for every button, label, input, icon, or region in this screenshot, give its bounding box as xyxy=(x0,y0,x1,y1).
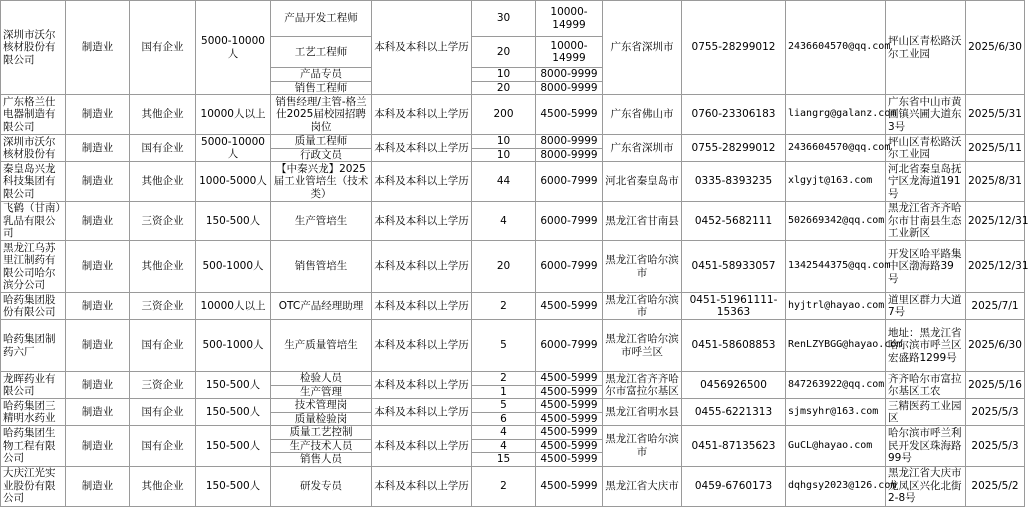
position-cell[interactable]: 质量工程师 xyxy=(271,135,372,149)
size-cell[interactable]: 500-1000人 xyxy=(196,320,271,372)
job-table-body xyxy=(1,1,1029,507)
table-row xyxy=(1,241,1025,293)
ownership-cell[interactable]: 其他企业 xyxy=(130,162,196,202)
industry-cell[interactable]: 制造业 xyxy=(66,1,130,95)
headcount-cell[interactable]: 30 xyxy=(472,1,536,37)
salary-cell[interactable]: 4500-5999 xyxy=(536,385,603,399)
education-cell[interactable]: 本科及本科以上学历 xyxy=(372,135,472,162)
position-cell[interactable]: OTC产品经理助理 xyxy=(271,293,372,320)
company-cell[interactable]: 深圳市沃尔核材股份有 xyxy=(1,135,66,162)
industry-cell[interactable]: 制造业 xyxy=(66,399,130,426)
ownership-cell[interactable]: 三资企业 xyxy=(130,202,196,241)
industry-cell[interactable]: 制造业 xyxy=(66,202,130,241)
phone-cell[interactable]: 0456926500 xyxy=(682,372,786,399)
ownership-cell[interactable]: 国有企业 xyxy=(130,135,196,162)
company-cell[interactable]: 哈药集团三精明水药业 xyxy=(1,399,66,426)
company-cell[interactable]: 黑龙江乌苏里江制药有限公司哈尔滨分公司 xyxy=(1,241,66,293)
table-row xyxy=(1,1,1025,37)
industry-cell[interactable]: 制造业 xyxy=(66,372,130,399)
headcount-cell[interactable]: 5 xyxy=(472,399,536,413)
headcount-cell[interactable]: 4 xyxy=(472,426,536,440)
deadline-cell[interactable]: 2025/8/31 xyxy=(966,162,1025,202)
deadline-cell[interactable]: 2025/5/11 xyxy=(966,135,1025,162)
salary-cell[interactable]: 4500-5999 xyxy=(536,372,603,386)
position-cell[interactable]: 工艺工程师 xyxy=(271,37,372,68)
email-cell[interactable]: GuCL@hayao.com xyxy=(786,426,886,467)
phone-cell[interactable]: 0455-6221313 xyxy=(682,399,786,426)
email-cell[interactable]: hyjtrl@hayao.com xyxy=(786,293,886,320)
company-cell[interactable]: 飞鹤（甘南）乳品有限公司 xyxy=(1,202,66,241)
position-cell[interactable]: 检验人员 xyxy=(271,372,372,386)
email-cell[interactable]: 2436604570@qq.com xyxy=(786,135,886,162)
education-cell[interactable]: 本科及本科以上学历 xyxy=(372,426,472,467)
ownership-cell[interactable]: 国有企业 xyxy=(130,320,196,372)
address-cell[interactable]: 哈尔滨市呼兰利民开发区珠海路99号 xyxy=(886,426,966,467)
deadline-cell[interactable]: 2025/6/30 xyxy=(966,320,1025,372)
table-row xyxy=(1,466,1025,506)
address-cell[interactable]: 开发区哈平路集中区渤海路39号 xyxy=(886,241,966,293)
industry-cell[interactable]: 制造业 xyxy=(66,95,130,135)
size-cell[interactable]: 150-500人 xyxy=(196,426,271,467)
company-cell[interactable]: 龙晖药业有限公司 xyxy=(1,372,66,399)
headcount-cell[interactable]: 10 xyxy=(472,68,536,82)
headcount-cell[interactable]: 200 xyxy=(472,95,536,135)
size-cell[interactable]: 150-500人 xyxy=(196,399,271,426)
headcount-cell[interactable]: 4 xyxy=(472,439,536,453)
salary-cell[interactable]: 4500-5999 xyxy=(536,412,603,426)
headcount-cell[interactable]: 2 xyxy=(472,372,536,386)
position-cell[interactable]: 生产质量管培生 xyxy=(271,320,372,372)
location-cell[interactable]: 广东省深圳市 xyxy=(603,135,682,162)
size-cell[interactable]: 150-500人 xyxy=(196,372,271,399)
salary-cell[interactable]: 4500-5999 xyxy=(536,399,603,413)
education-cell[interactable]: 本科及本科以上学历 xyxy=(372,372,472,399)
education-cell[interactable]: 本科及本科以上学历 xyxy=(372,1,472,95)
deadline-cell[interactable]: 2025/12/31 xyxy=(966,202,1025,241)
salary-cell[interactable]: 10000-14999 xyxy=(536,37,603,68)
salary-cell[interactable]: 6000-7999 xyxy=(536,241,603,293)
salary-cell[interactable]: 4500-5999 xyxy=(536,453,603,467)
address-cell[interactable]: 地址：黑龙江省哈尔滨市呼兰区宏盛路1299号 xyxy=(886,320,966,372)
salary-cell[interactable]: 10000-14999 xyxy=(536,1,603,37)
deadline-cell[interactable]: 2025/5/3 xyxy=(966,399,1025,426)
ownership-cell[interactable]: 国有企业 xyxy=(130,426,196,467)
position-cell[interactable]: 生产技术人员 xyxy=(271,439,372,453)
position-cell[interactable]: 【中秦兴龙】2025届工业管培生（技术类） xyxy=(271,162,372,202)
size-cell[interactable]: 5000-10000人 xyxy=(196,1,271,95)
salary-cell[interactable]: 8000-9999 xyxy=(536,68,603,82)
email-cell[interactable]: 502669342@qq.com xyxy=(786,202,886,241)
headcount-cell[interactable]: 5 xyxy=(472,320,536,372)
location-cell[interactable]: 河北省秦皇岛市 xyxy=(603,162,682,202)
phone-cell[interactable]: 0459-6760173 xyxy=(682,466,786,506)
salary-cell[interactable]: 6000-7999 xyxy=(536,320,603,372)
salary-cell[interactable]: 4500-5999 xyxy=(536,426,603,440)
table-row xyxy=(1,95,1025,135)
salary-cell[interactable]: 6000-7999 xyxy=(536,162,603,202)
size-cell[interactable]: 5000-10000人 xyxy=(196,135,271,162)
location-cell[interactable]: 黑龙江省哈尔滨市 xyxy=(603,293,682,320)
deadline-cell[interactable]: 2025/7/1 xyxy=(966,293,1025,320)
headcount-cell[interactable]: 20 xyxy=(472,241,536,293)
headcount-cell[interactable]: 44 xyxy=(472,162,536,202)
table-row xyxy=(1,426,1025,440)
company-cell[interactable]: 哈药集团股份有限公司 xyxy=(1,293,66,320)
headcount-cell[interactable]: 15 xyxy=(472,453,536,467)
headcount-cell[interactable]: 10 xyxy=(472,148,536,162)
address-cell[interactable]: 河北省秦皇岛抚宁区龙海道191号 xyxy=(886,162,966,202)
phone-cell[interactable]: 0451-58608853 xyxy=(682,320,786,372)
headcount-cell[interactable]: 1 xyxy=(472,385,536,399)
industry-cell[interactable]: 制造业 xyxy=(66,293,130,320)
industry-cell[interactable]: 制造业 xyxy=(66,466,130,506)
salary-cell[interactable]: 4500-5999 xyxy=(536,95,603,135)
address-cell[interactable]: 黑龙江省齐齐哈尔市甘南县生态工业新区 xyxy=(886,202,966,241)
size-cell[interactable]: 500-1000人 xyxy=(196,241,271,293)
deadline-cell[interactable]: 2025/5/2 xyxy=(966,466,1025,506)
headcount-cell[interactable]: 2 xyxy=(472,293,536,320)
address-cell[interactable]: 坪山区青松路沃尔工业园 xyxy=(886,135,966,162)
industry-cell[interactable]: 制造业 xyxy=(66,241,130,293)
education-cell[interactable]: 本科及本科以上学历 xyxy=(372,241,472,293)
location-cell[interactable]: 广东省佛山市 xyxy=(603,95,682,135)
position-cell[interactable]: 销售管培生 xyxy=(271,241,372,293)
position-cell[interactable]: 生产管理 xyxy=(271,385,372,399)
education-cell[interactable]: 本科及本科以上学历 xyxy=(372,466,472,506)
address-cell[interactable]: 广东省中山市黄圃镇兴圃大道东3号 xyxy=(886,95,966,135)
position-cell[interactable]: 销售工程师 xyxy=(271,81,372,95)
industry-cell[interactable]: 制造业 xyxy=(66,426,130,467)
deadline-cell[interactable]: 2025/6/30 xyxy=(966,1,1025,95)
ownership-cell[interactable]: 其他企业 xyxy=(130,241,196,293)
salary-cell[interactable]: 8000-9999 xyxy=(536,135,603,149)
company-cell[interactable]: 大庆江光实业股份有限公司 xyxy=(1,466,66,506)
location-cell[interactable]: 黑龙江省齐齐哈尔市富拉尔基区 xyxy=(603,372,682,399)
ownership-cell[interactable]: 其他企业 xyxy=(130,466,196,506)
salary-cell[interactable]: 6000-7999 xyxy=(536,202,603,241)
table-row xyxy=(1,162,1025,202)
education-cell[interactable]: 本科及本科以上学历 xyxy=(372,95,472,135)
email-cell[interactable]: xlgyjt@163.com xyxy=(786,162,886,202)
location-cell[interactable]: 黑龙江省甘南县 xyxy=(603,202,682,241)
education-cell[interactable]: 本科及本科以上学历 xyxy=(372,399,472,426)
company-cell[interactable]: 广东格兰仕电器制造有限公司 xyxy=(1,95,66,135)
email-cell[interactable]: 1342544375@qq.com xyxy=(786,241,886,293)
phone-cell[interactable]: 0755-28299012 xyxy=(682,135,786,162)
ownership-cell[interactable]: 三资企业 xyxy=(130,372,196,399)
position-cell[interactable]: 产品专员 xyxy=(271,68,372,82)
phone-cell[interactable]: 0760-23306183 xyxy=(682,95,786,135)
location-cell[interactable]: 黑龙江省哈尔滨市 xyxy=(603,426,682,467)
headcount-cell[interactable]: 20 xyxy=(472,37,536,68)
address-cell[interactable]: 道里区群力大道7号 xyxy=(886,293,966,320)
ownership-cell[interactable]: 其他企业 xyxy=(130,95,196,135)
position-cell[interactable]: 技术管理岗 xyxy=(271,399,372,413)
table-row xyxy=(1,399,1025,413)
size-cell[interactable]: 10000人以上 xyxy=(196,293,271,320)
email-cell[interactable]: 847263922@qq.com xyxy=(786,372,886,399)
address-cell[interactable]: 齐齐哈尔市富拉尔基区工农 xyxy=(886,372,966,399)
deadline-cell[interactable]: 2025/5/3 xyxy=(966,426,1025,467)
ownership-cell[interactable]: 三资企业 xyxy=(130,293,196,320)
table-row xyxy=(1,372,1025,386)
position-cell[interactable]: 质量检验岗 xyxy=(271,412,372,426)
location-cell[interactable]: 黑龙江省哈尔滨市呼兰区 xyxy=(603,320,682,372)
position-cell[interactable]: 产品开发工程师 xyxy=(271,1,372,37)
address-cell[interactable]: 坪山区青松路沃尔工业园 xyxy=(886,1,966,95)
size-cell[interactable]: 150-500人 xyxy=(196,466,271,506)
size-cell[interactable]: 150-500人 xyxy=(196,202,271,241)
address-cell[interactable]: 三精医药工业园区 xyxy=(886,399,966,426)
deadline-cell[interactable]: 2025/5/16 xyxy=(966,372,1025,399)
location-cell[interactable]: 广东省深圳市 xyxy=(603,1,682,95)
industry-cell[interactable]: 制造业 xyxy=(66,135,130,162)
headcount-cell[interactable]: 10 xyxy=(472,135,536,149)
size-cell[interactable]: 1000-5000人 xyxy=(196,162,271,202)
location-cell[interactable]: 黑龙江省明水县 xyxy=(603,399,682,426)
table-row xyxy=(1,202,1025,241)
ownership-cell[interactable]: 国有企业 xyxy=(130,399,196,426)
salary-cell[interactable]: 8000-9999 xyxy=(536,81,603,95)
address-cell[interactable]: 黑龙江省大庆市龙凤区兴化北街2-8号 xyxy=(886,466,966,506)
phone-cell[interactable]: 0451-58933057 xyxy=(682,241,786,293)
salary-cell[interactable]: 8000-9999 xyxy=(536,148,603,162)
position-cell[interactable]: 行政文员 xyxy=(271,148,372,162)
location-cell[interactable]: 黑龙江省大庆市 xyxy=(603,466,682,506)
headcount-cell[interactable]: 6 xyxy=(472,412,536,426)
location-cell[interactable]: 黑龙江省哈尔滨市 xyxy=(603,241,682,293)
deadline-cell[interactable]: 2025/5/31 xyxy=(966,95,1025,135)
position-cell[interactable]: 生产管培生 xyxy=(271,202,372,241)
email-cell[interactable]: dqhgsy2023@126.com xyxy=(786,466,886,506)
education-cell[interactable]: 本科及本科以上学历 xyxy=(372,162,472,202)
phone-cell[interactable]: 0451-87135623 xyxy=(682,426,786,467)
phone-cell[interactable]: 0452-5682111 xyxy=(682,202,786,241)
salary-cell[interactable]: 4500-5999 xyxy=(536,466,603,506)
ownership-cell[interactable]: 国有企业 xyxy=(130,1,196,95)
company-cell[interactable]: 哈药集团生物工程有限公司 xyxy=(1,426,66,467)
headcount-cell[interactable]: 20 xyxy=(472,81,536,95)
position-cell[interactable]: 质量工艺控制 xyxy=(271,426,372,440)
position-cell[interactable]: 研发专员 xyxy=(271,466,372,506)
salary-cell[interactable]: 4500-5999 xyxy=(536,439,603,453)
position-cell[interactable]: 销售人员 xyxy=(271,453,372,467)
industry-cell[interactable]: 制造业 xyxy=(66,162,130,202)
headcount-cell[interactable]: 4 xyxy=(472,202,536,241)
table-row xyxy=(1,320,1025,372)
position-cell[interactable]: 销售经理/主管-格兰仕2025届校园招聘岗位 xyxy=(271,95,372,135)
table-row xyxy=(1,135,1025,149)
email-cell[interactable]: 2436604570@qq.com xyxy=(786,1,886,95)
company-cell[interactable]: 秦皇岛兴龙科技集团有限公司 xyxy=(1,162,66,202)
headcount-cell[interactable]: 2 xyxy=(472,466,536,506)
email-cell[interactable]: liangrg@galanz.com xyxy=(786,95,886,135)
education-cell[interactable]: 本科及本科以上学历 xyxy=(372,202,472,241)
phone-cell[interactable]: 0755-28299012 xyxy=(682,1,786,95)
education-cell[interactable]: 本科及本科以上学历 xyxy=(372,293,472,320)
phone-cell[interactable]: 0451-51961111-15363 xyxy=(682,293,786,320)
email-cell[interactable]: sjmsyhr@163.com xyxy=(786,399,886,426)
email-cell[interactable]: RenLZYBGG@hayao.com xyxy=(786,320,886,372)
size-cell[interactable]: 10000人以上 xyxy=(196,95,271,135)
salary-cell[interactable]: 4500-5999 xyxy=(536,293,603,320)
table-row xyxy=(1,293,1025,320)
industry-cell[interactable]: 制造业 xyxy=(66,320,130,372)
company-cell[interactable]: 深圳市沃尔核材股份有限公司 xyxy=(1,1,66,95)
deadline-cell[interactable]: 2025/12/31 xyxy=(966,241,1025,293)
education-cell[interactable]: 本科及本科以上学历 xyxy=(372,320,472,372)
phone-cell[interactable]: 0335-8393235 xyxy=(682,162,786,202)
company-cell[interactable]: 哈药集团制药六厂 xyxy=(1,320,66,372)
